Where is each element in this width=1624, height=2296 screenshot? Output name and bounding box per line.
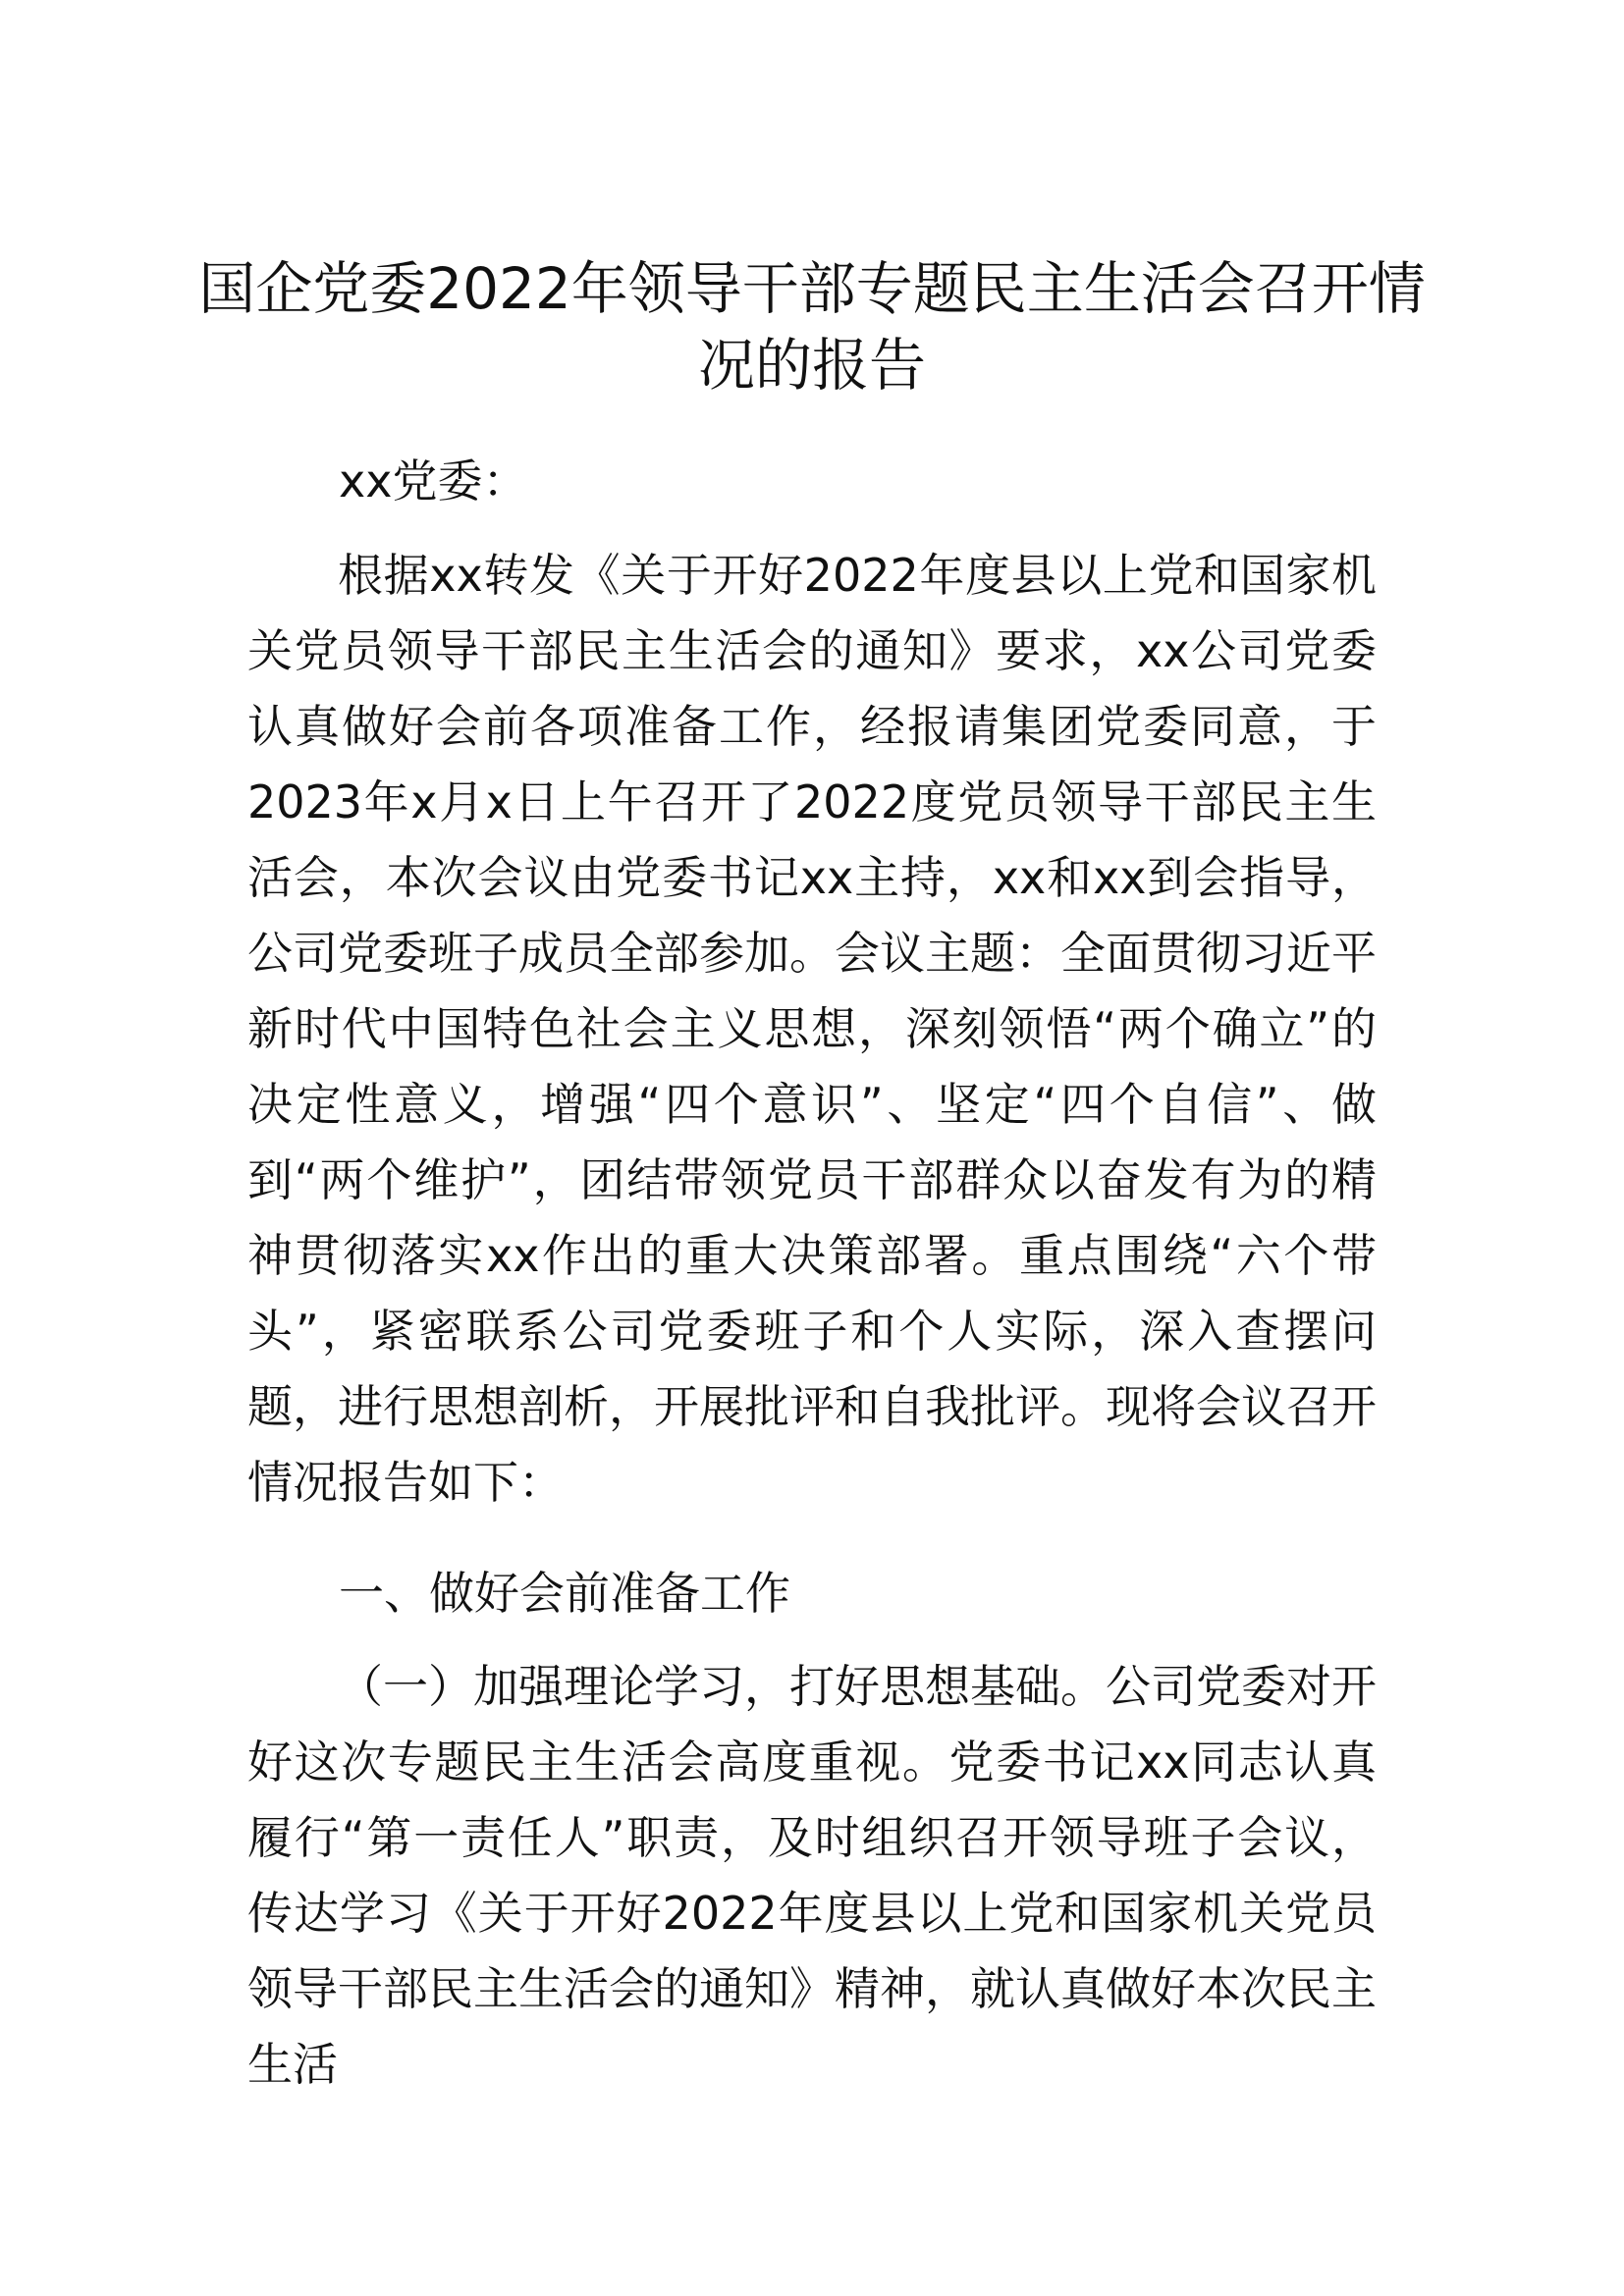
section-heading-1: 一、做好会前准备工作 [339,1567,790,1620]
paragraph-intro: 根据xx转发《关于开好2022年度县以上党和国家机关党员领导干部民主生活会的通知》要求，xx公司党委认真做好会前各项准备工作，经报请集团党委同意，于2023年x月x日上午召开了2022度党员领导干部民主生活会，本次会议由党委书记xx主持，xx和xx到会指导，公司党委班子成员全部参加。会议主题：全面贯彻习近平新时代中国特色社会主义思想，深刻领悟“两个确立”的决定性意义，增强“四个意识”、坚定“四个自信”、做到“两个维护”，团结带领党员干部群众以奋发有为的精神贯彻落实xx作出的重大决策部署。重点围绕“六个带头”，紧密联系公司党委班子和个人实际，深入查摆问题，进行思想剖析，开展批评和自我批评。现将会议召开情况报告如下： [247,549,1377,1509]
salutation: xx党委： [339,454,528,507]
paragraph-section-1-1: （一）加强理论学习，打好思想基础。公司党委对开好这次专题民主生活会高度重视。党委书记xx同志认真履行“第一责任人”职责，及时组织召开领导班子会议，传达学习《关于开好2022年度县以上党和国家机关党员领导干部民主生活会的通知》精神，就认真做好本次民主生活 [247,1660,1377,2091]
document-title: 国企党委2022年领导干部专题民主生活会召开情况的报告 [198,255,1426,399]
